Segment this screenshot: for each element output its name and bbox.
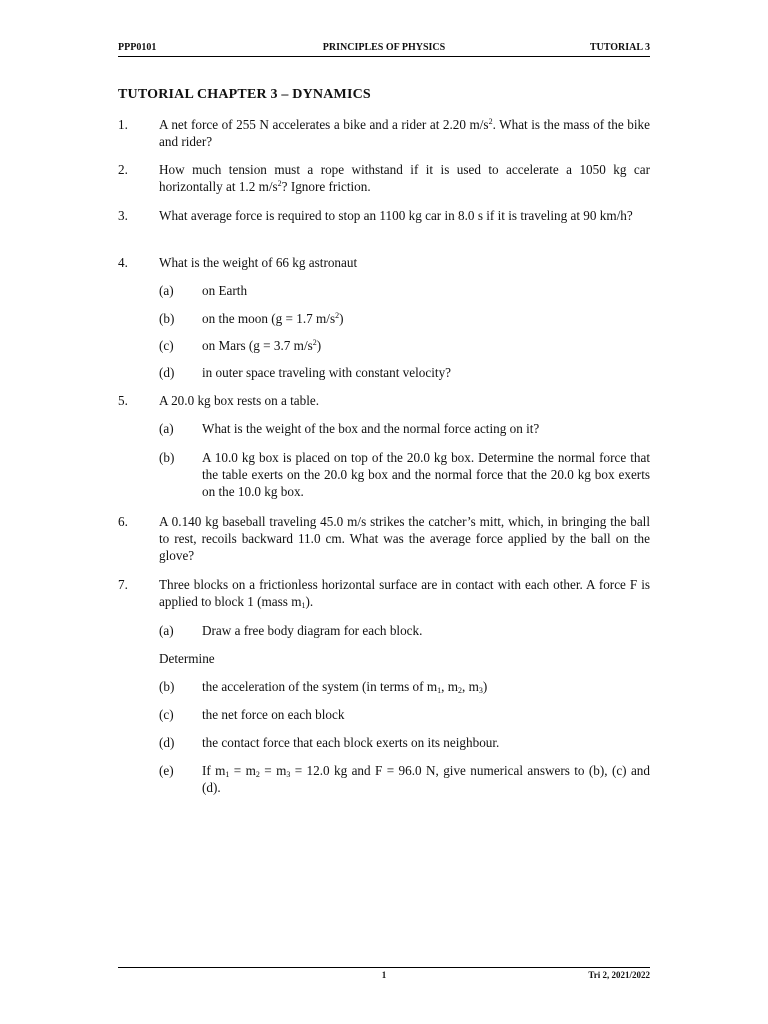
question-text: Three blocks on a frictionless horizontal surface are in contact with each other. A force F is applied to block 1 (mass $m_1$). <box>159 577 650 610</box>
subquestion-text: the contact force that each block exerts on its neighbour. <box>202 735 500 750</box>
subquestion-label: (a) <box>159 421 174 436</box>
subquestion-text: A 10.0 kg box is placed on top of the 20.0 kg box. Determine the normal force that the table exerts on the 20.0 kg box and the normal force that the 20.0 kg box exerts on the 10.0 kg box. <box>202 450 650 499</box>
subquestion-4b <box>159 310 650 327</box>
page-title: TUTORIAL CHAPTER 3 – DYNAMICS <box>118 87 371 102</box>
subquestion-label: (e) <box>159 763 174 778</box>
page-header <box>118 42 650 57</box>
question-number: 4. <box>118 255 128 270</box>
question-number: 7. <box>118 577 128 592</box>
course-subject: PRINCIPLES OF PHYSICS <box>322 42 446 53</box>
subquestion-label: (a) <box>159 283 174 298</box>
page-number: 1 <box>381 970 387 980</box>
subquestion-text: on Earth <box>202 283 248 298</box>
subquestion-4c <box>159 337 650 354</box>
question-number: 3. <box>118 208 128 223</box>
question-6 <box>118 513 650 564</box>
page-footer <box>118 967 650 982</box>
question-4 <box>118 254 650 271</box>
subquestion-text: Draw a free body diagram for each block. <box>202 623 423 638</box>
question-5 <box>118 392 650 409</box>
question-7 <box>118 576 650 610</box>
subquestion-text: on Mars (g = 3.7 $m/s^2$) <box>202 338 322 353</box>
question-2 <box>118 161 650 195</box>
subquestion-text: in outer space traveling with constant velocity? <box>202 365 452 380</box>
question-text: A 0.140 kg baseball traveling 45.0 m/s strikes the catcher’s mitt, which, in bringing the ball to rest, recoils backward 11.0 cm. What was the average force applied by the ball on the glove? <box>159 514 650 563</box>
subquestion-7b <box>159 678 650 695</box>
subquestion-7e <box>159 762 650 796</box>
question-number: 1. <box>118 117 128 132</box>
question-1 <box>118 116 650 150</box>
question-text: A 20.0 kg box rests on a table. <box>159 393 320 408</box>
subquestion-5b <box>159 449 650 500</box>
subquestion-text: the net force on each block <box>202 707 345 722</box>
subquestion-label: (d) <box>159 735 175 750</box>
question-number: 2. <box>118 162 128 177</box>
question-text: What is the weight of 66 kg astronaut <box>159 255 358 270</box>
tutorial-number: TUTORIAL 3 <box>589 42 650 53</box>
subquestion-text: If $m_1 = m_2 = m_3 = 12.0$ kg and F = 96.0 N, give numerical answers to (b), (c) and (d). <box>202 763 650 795</box>
term-label: Tri 2, 2021/2022 <box>588 970 650 980</box>
subquestion-text: What is the weight of the box and the normal force acting on it? <box>202 421 540 436</box>
question-text: A net force of 255 N accelerates a bike and a rider at 2.20 $m/s^2$. What is the mass of the bike and rider? <box>159 117 650 149</box>
question-number: 5. <box>118 393 128 408</box>
subquestion-text: the acceleration of the system (in terms of $m_1$, $m_2$, $m_3$) <box>202 679 488 695</box>
subquestion-7d <box>159 734 650 751</box>
determine-label: Determine <box>159 651 215 666</box>
subquestion-label: (b) <box>159 679 175 694</box>
question-text: How much tension must a rope withstand if it is used to accelerate a 1050 kg car horizontally at 1.2 $m/s^2$? Ignore friction. <box>159 162 650 194</box>
question-text: What average force is required to stop an 1100 kg car in 8.0 s if it is traveling at 90 km/h? <box>159 208 633 223</box>
subquestion-4a <box>159 282 650 299</box>
subquestion-label: (d) <box>159 365 175 380</box>
subquestion-text: on the moon (g = 1.7 $m/s^2$) <box>202 311 344 326</box>
subquestion-label: (a) <box>159 623 174 638</box>
subquestion-label: (c) <box>159 338 174 353</box>
subquestion-7c <box>159 706 650 723</box>
subquestion-7a <box>159 622 650 639</box>
course-code: PPP0101 <box>118 42 157 53</box>
subquestion-4d <box>159 364 650 381</box>
subquestion-label: (b) <box>159 311 175 326</box>
subquestion-label: (c) <box>159 707 174 722</box>
question-number: 6. <box>118 514 128 529</box>
subquestion-5a <box>159 420 650 437</box>
question-3 <box>118 207 650 224</box>
subquestion-label: (b) <box>159 450 175 465</box>
